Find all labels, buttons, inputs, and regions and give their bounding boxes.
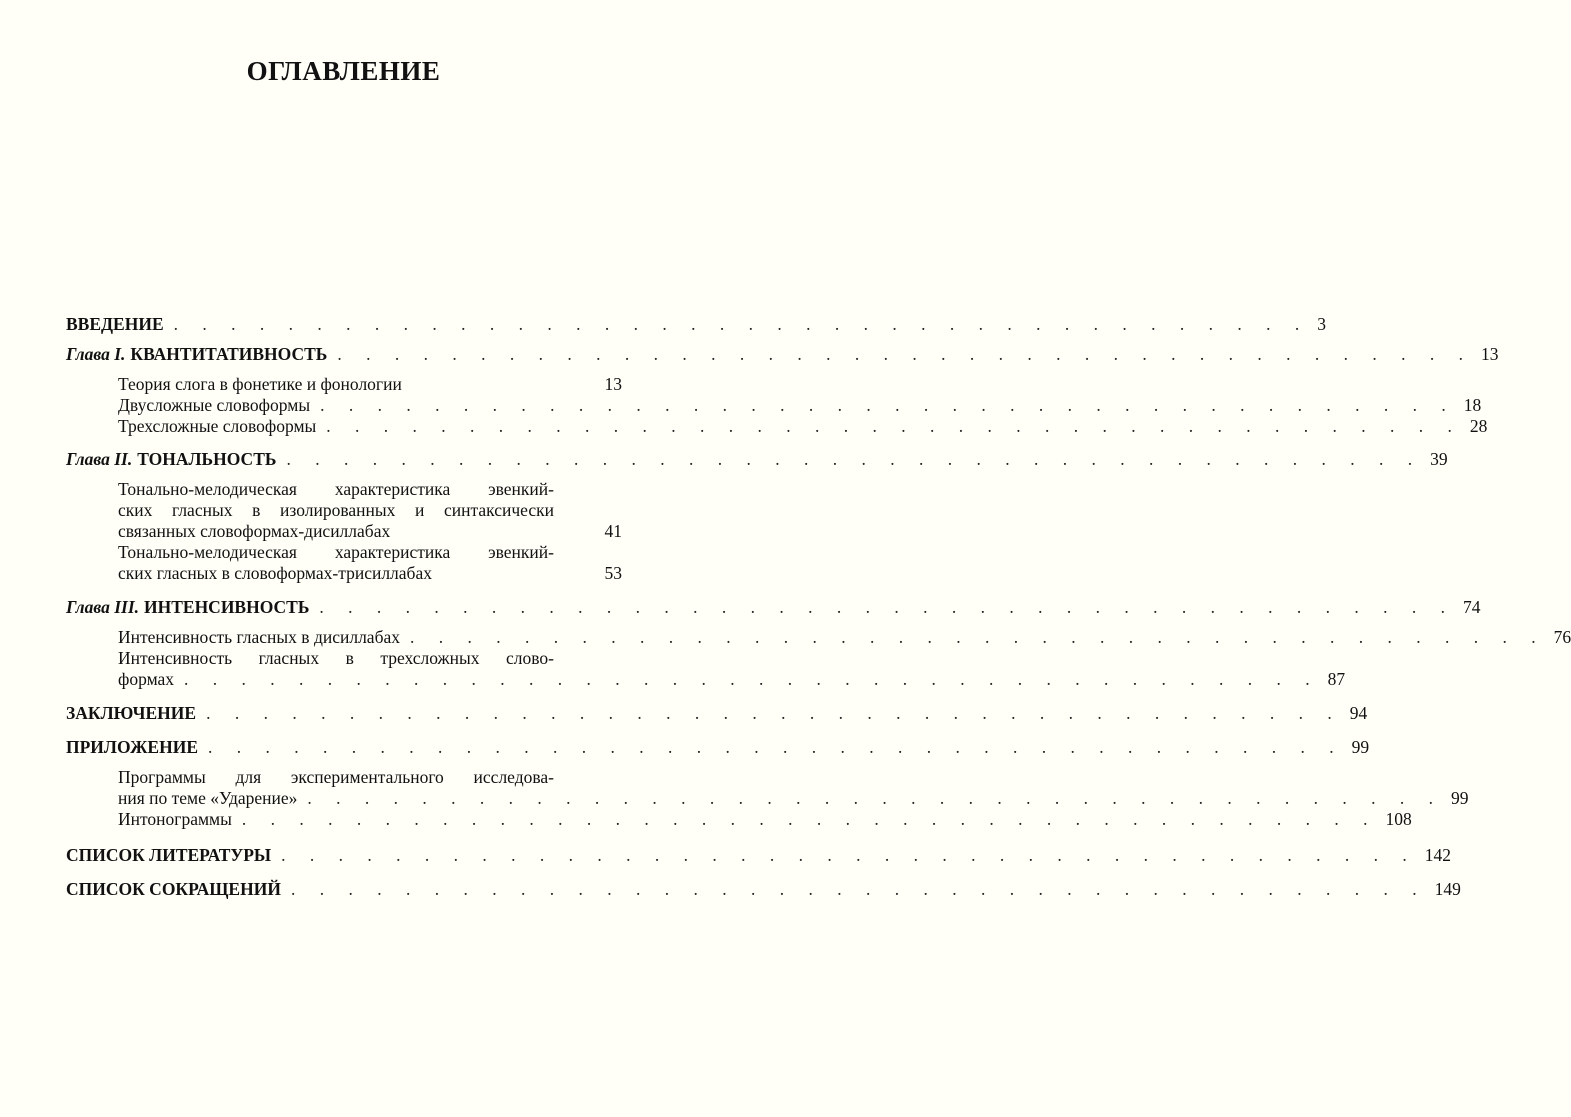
toc-entry-ch2-s1-line2[interactable]: ских гласных в изолированных и синтаксически xyxy=(118,500,554,520)
toc-entry-label: связанных словоформах-дисиллабах xyxy=(118,521,391,541)
chapter-prefix: Глава I. xyxy=(66,344,126,364)
toc-page-number: 108 xyxy=(1385,809,1412,829)
toc-entry-abbreviations[interactable] xyxy=(66,879,1461,903)
toc-leader-dots: . . . . . . . . . . . . . . . . . . . . . . . . . . . . . . . . . . . . . . . . xyxy=(208,737,1344,757)
toc-page-number: 76 xyxy=(1553,627,1571,647)
toc-page-number: 3 xyxy=(1317,314,1327,334)
toc-entry-ch2-s1-line1[interactable]: Тонально-мелодическая характеристика эвенкий- xyxy=(118,479,554,499)
toc-entry-app-s1-line1[interactable]: Программы для экспериментального исследова- xyxy=(118,767,554,787)
toc-leader-dots: . . . . . . . . . . . . . . . . . . . . . . . . . . . . . . . . . . . . . . . . xyxy=(319,597,1456,617)
toc-entry-label: формах xyxy=(118,669,175,689)
toc-entry-app-intonograms[interactable] xyxy=(118,809,1412,833)
toc-entry-label: ТОНАЛЬНОСТЬ xyxy=(137,449,277,469)
toc-entry-label: Интенсивность гласных в дисиллабах xyxy=(118,627,400,647)
toc-entry-references[interactable] xyxy=(66,845,1451,869)
toc-entry-label: СПИСОК СОКРАЩЕНИЙ xyxy=(66,879,281,899)
toc-entry-ch2-s2-line1[interactable]: Тонально-мелодическая характеристика эвенкий- xyxy=(118,542,554,562)
toc-entry-label: ПРИЛОЖЕНИЕ xyxy=(66,737,199,757)
toc-page-number: 13 xyxy=(1481,344,1499,364)
toc-leader-dots: . . . . . . . . . . . . . . . . . . . . . . . . . . . . . . . . . . . . . . . . xyxy=(281,845,1417,865)
toc-entry-label: СПИСОК ЛИТЕРАТУРЫ xyxy=(66,845,272,865)
chapter-prefix: Глава II. xyxy=(66,449,133,469)
toc-page-number: 74 xyxy=(1463,597,1481,617)
toc-page-number: 18 xyxy=(1463,395,1482,415)
toc-entry-label: Теория слога в фонетике и фонологии xyxy=(118,374,402,394)
toc-leader-dots: . . . . . . . . . . . . . . . . . . . . . . . . . . . . . . . . . . . . . . . . xyxy=(337,344,1473,364)
toc-entry-intro[interactable] xyxy=(66,314,1327,338)
toc-leader-dots: . . . . . . . . . . . . . . . . . . . . . . . . . . . . . . . . . . . . . . . . xyxy=(290,879,1427,899)
toc-entry-label: ВВЕДЕНИЕ xyxy=(66,314,164,334)
toc-page-number: 87 xyxy=(1327,669,1346,689)
toc-leader-dots: . . . . . . . . . . . . . . . . . . . . . . . . . . . . . . . . . . . . . . . . xyxy=(326,416,1462,436)
toc-entry-conclusion[interactable] xyxy=(66,703,1368,727)
toc-leader-dots: . . . . . . . . . . . . . . . . . . . . . . . . . . . . . . . . . . . . . . . . xyxy=(241,809,1378,829)
toc-entry-label: ских гласных в словоформах-трисиллабах xyxy=(118,563,432,583)
toc-entry-label: ИНТЕНСИВНОСТЬ xyxy=(144,597,310,617)
toc-page-number: 41 xyxy=(604,521,622,541)
toc-leader-dots: . . . . . . . . . . . . . . . . . . . . . . . . . . . . . . . . . . . . . . . . xyxy=(184,669,1320,689)
toc-entry-label: Трехсложные словоформы xyxy=(118,416,317,436)
toc-entry-chapter-2[interactable] xyxy=(66,449,1448,473)
toc-page-number: 28 xyxy=(1469,416,1488,436)
toc-page-number: 13 xyxy=(604,374,622,394)
toc-leader-dots: . . . . . . . . . . . . . . . . . . . . . . . . . . . . . . . . . . . . . . . . xyxy=(320,395,1456,415)
toc-leader-dots: . . . . . . . . . . . . . . . . . . . . . . . . . . . . . . . . . . . . . . . . xyxy=(173,314,1310,334)
toc-entry-label: ния по теме «Ударение» xyxy=(118,788,298,808)
toc-page-number: 149 xyxy=(1434,879,1461,899)
toc-entry-ch3-s2-line1[interactable]: Интенсивность гласных в трехсложных слово- xyxy=(118,648,554,668)
toc-page-number: 99 xyxy=(1351,737,1370,757)
chapter-prefix: Глава III. xyxy=(66,597,139,617)
toc-leader-dots: . . . . . . . . . . . . . . . . . . . . . . . . . . . . . . . . . . . . . . . . xyxy=(410,627,1546,647)
toc-page-number: 99 xyxy=(1451,788,1469,808)
toc-entry-label: Двусложные словоформы xyxy=(118,395,311,415)
toc-leader-dots: . . . . . . . . . . . . . . . . . . . . . . . . . . . . . . . . . . . . . . . . xyxy=(286,449,1423,469)
toc-entry-ch2-s2-line2[interactable] xyxy=(118,563,622,587)
toc-entry-chapter-1[interactable] xyxy=(66,344,1499,368)
toc-entry-label: Интонограммы xyxy=(118,809,232,829)
toc-entry-label: ЗАКЛЮЧЕНИЕ xyxy=(66,703,197,723)
toc-entry-ch3-s2-line2[interactable] xyxy=(118,669,1346,693)
toc-leader-dots: . . . . . . . . . . . . . . . . . . . . . . . . . . . . . . . . . . . . . . . . xyxy=(307,788,1444,808)
toc-page-number: 39 xyxy=(1430,449,1448,469)
toc-entry-ch1-trisyllabic[interactable] xyxy=(118,416,1488,440)
toc-entry-chapter-3[interactable] xyxy=(66,597,1481,621)
toc-page-number: 53 xyxy=(604,563,622,583)
toc-entry-label: КВАНТИТАТИВНОСТЬ xyxy=(130,344,328,364)
toc-page-number: 142 xyxy=(1424,845,1451,865)
toc-leader-dots: . . . . . . . . . . . . . . . . . . . . . . . . . . . . . . . . . . . . . . . . xyxy=(206,703,1342,723)
toc-entry-appendix[interactable] xyxy=(66,737,1370,761)
toc-page-number: 94 xyxy=(1349,703,1368,723)
page-title: ОГЛАВЛЕНИЕ xyxy=(246,56,441,86)
